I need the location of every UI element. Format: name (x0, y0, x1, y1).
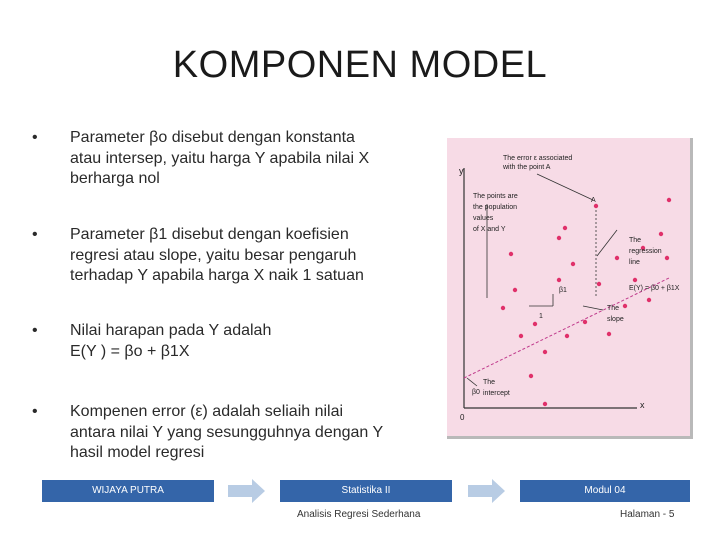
population-point (513, 288, 517, 292)
bullet-line: hasil model regresi (70, 444, 205, 461)
error-arrow (537, 174, 593, 200)
bullet-error (32, 402, 383, 464)
population-point (565, 334, 569, 338)
population-point (667, 198, 671, 202)
point-a-label: A (591, 197, 596, 204)
population-point (543, 402, 547, 406)
population-point (501, 306, 505, 310)
population-point (623, 304, 627, 308)
error-note: with the point A (503, 164, 551, 171)
population-point (665, 256, 669, 260)
population-point (571, 262, 575, 266)
regression-note: regression (629, 248, 662, 255)
population-point (557, 236, 561, 240)
intercept-note: intercept (483, 390, 510, 397)
regression-note: The (629, 237, 642, 244)
population-point (529, 374, 533, 378)
bullet-line: berharga nol (70, 170, 160, 187)
slope-arrow (583, 306, 603, 310)
intercept-arrow (467, 378, 477, 386)
footer-topic: Analisis Regresi Sederhana (297, 509, 421, 520)
bullet-expected-value (32, 321, 271, 362)
population-point (583, 320, 587, 324)
equation-label: E(Y) = β0 + β1X (629, 285, 680, 292)
points-note: the population (473, 204, 517, 211)
points-note: of X and Y (473, 226, 506, 233)
footer-arrow-icon (468, 478, 506, 504)
footer-course: Statistika II (280, 480, 452, 502)
bullet-line: Kompenen error (ε) adalah seliaih nilai (70, 403, 344, 420)
y-axis-label: y (459, 166, 464, 176)
bullet-line: antara nilai Y yang sesungguhnya dengan Y (70, 423, 384, 441)
bullet-marker: • (32, 226, 38, 243)
x-axis-label: x (640, 400, 645, 410)
population-point (615, 256, 619, 260)
data-points (501, 198, 671, 406)
beta0-label: β0 (472, 389, 480, 396)
beta1-label: β1 (559, 287, 567, 294)
footer-page-number: Halaman - 5 (620, 509, 675, 520)
points-note: values (473, 215, 494, 222)
population-point (533, 322, 537, 326)
bullet-marker: • (32, 322, 38, 339)
population-point (659, 232, 663, 236)
points-note: The points are (473, 193, 518, 200)
population-point (633, 278, 637, 282)
bullet-line: Parameter β1 disebut dengan koefisien (70, 226, 349, 243)
bullet-line: atau intersep, yaitu harga Y apabila nilai X (70, 149, 370, 167)
bullet-line: terhadap Y apabila harga X naik 1 satuan (70, 267, 364, 284)
population-point (647, 298, 651, 302)
bullet-line: Nilai harapan pada Y adalah (70, 322, 272, 339)
slope-one-label: 1 (539, 313, 543, 320)
page-title: KOMPONEN MODEL (172, 44, 548, 86)
regression-figure (447, 138, 693, 439)
error-note: The error ε associated (503, 155, 573, 162)
population-point (597, 282, 601, 286)
origin-label: 0 (460, 413, 465, 422)
population-point (594, 204, 598, 208)
regression-arrow (597, 230, 617, 256)
population-point (607, 332, 611, 336)
population-point (519, 334, 523, 338)
slope-note: The (607, 305, 620, 312)
footer-module: Modul 04 (520, 480, 690, 502)
bullet-intercept (32, 128, 369, 190)
intercept-note: The (483, 379, 496, 386)
bullet-marker: • (32, 129, 38, 146)
bullet-line: E(Y ) = βo + β1X (70, 342, 190, 360)
footer-author: WIJAYA PUTRA (42, 480, 214, 502)
population-point (557, 278, 561, 282)
bullet-marker: • (32, 403, 38, 420)
regression-note: line (629, 259, 640, 266)
bullet-line: Parameter βo disebut dengan konstanta (70, 129, 355, 146)
slope-note: slope (607, 316, 624, 323)
footer-arrow-icon (228, 478, 266, 504)
population-point (563, 226, 567, 230)
population-point (543, 350, 547, 354)
regression-diagram (447, 138, 690, 436)
bullet-line: regresi atau slope, yaitu besar pengaruh (70, 246, 357, 264)
population-point (509, 252, 513, 256)
bullet-slope (32, 225, 364, 287)
